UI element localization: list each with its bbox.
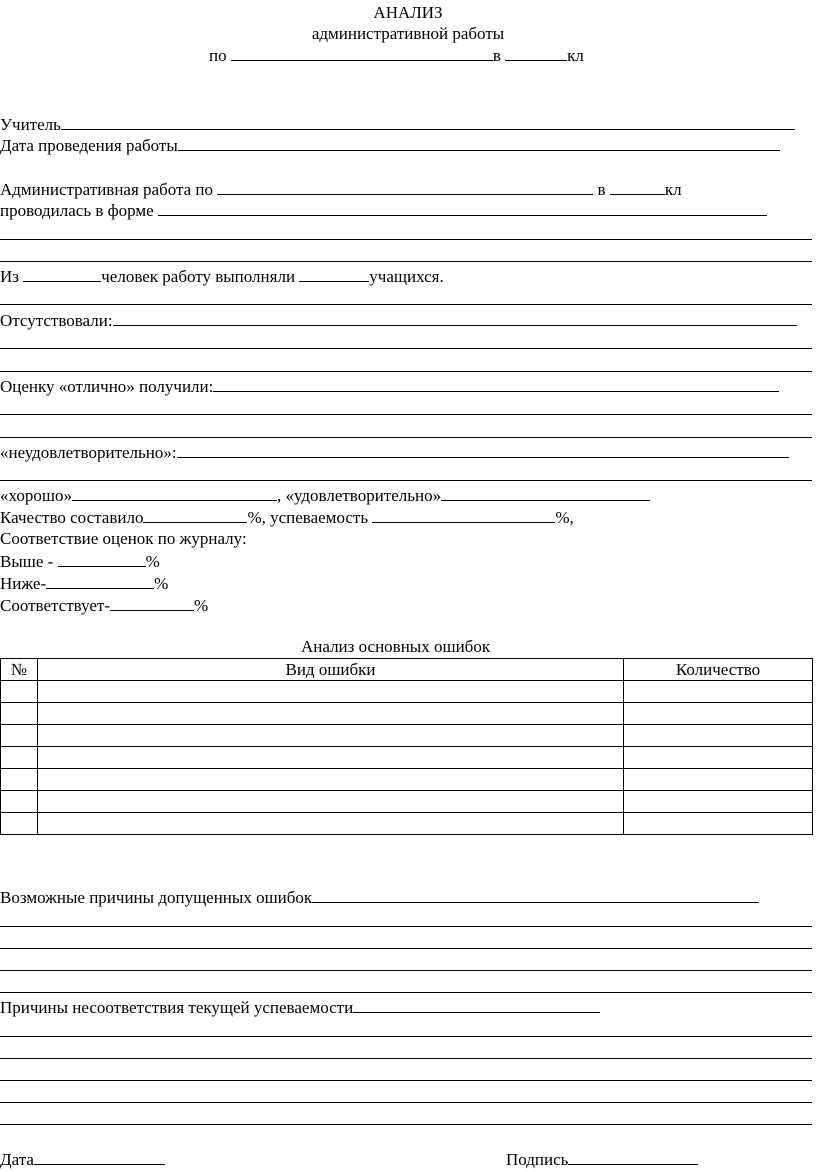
people-label: человек работу выполняли <box>101 267 296 286</box>
blank-line[interactable] <box>0 480 812 481</box>
table-cell[interactable] <box>1 747 38 769</box>
blank-line[interactable] <box>0 1080 812 1081</box>
table-row <box>1 791 813 813</box>
table-row <box>1 681 813 703</box>
blank-line[interactable] <box>0 239 812 240</box>
unsatisfactory-line <box>0 442 789 463</box>
blank-line[interactable] <box>0 926 812 927</box>
teacher-label: Учитель <box>0 115 61 134</box>
possible-causes-line <box>0 887 759 908</box>
header-class-label: кл <box>567 46 584 65</box>
students-label: учащихся. <box>369 267 444 286</box>
quality-label: Качество составило <box>0 508 144 527</box>
performed-count-blank[interactable] <box>299 266 369 282</box>
excellent-label: Оценку «отлично» получили: <box>0 377 214 396</box>
date-blank[interactable] <box>34 1149 165 1165</box>
admin-in-label: в <box>597 180 606 199</box>
matches-line <box>0 595 208 616</box>
mismatch-causes-blank[interactable] <box>353 997 600 1013</box>
unsatisfactory-label: «неудовлетворительно»: <box>0 443 177 462</box>
date-of-work-label: Дата проведения работы <box>0 136 178 155</box>
errors-table-header-number: № <box>1 659 38 681</box>
good-label: «хорошо» <box>0 486 72 505</box>
table-cell[interactable] <box>1 791 38 813</box>
matches-blank[interactable] <box>110 595 194 611</box>
signature-blank[interactable] <box>568 1149 698 1165</box>
blank-line[interactable] <box>0 371 812 372</box>
absent-blank[interactable] <box>113 310 797 326</box>
date-of-work-blank[interactable] <box>178 135 780 151</box>
blank-line[interactable] <box>0 1036 812 1037</box>
table-cell[interactable] <box>1 725 38 747</box>
blank-line[interactable] <box>0 261 812 262</box>
blank-line[interactable] <box>0 437 812 438</box>
absent-line <box>0 310 797 331</box>
header-by-line <box>209 45 584 66</box>
form-blank[interactable] <box>158 200 767 216</box>
page-subtitle: административной работы <box>311 24 505 43</box>
mismatch-causes-line <box>0 997 600 1018</box>
blank-line[interactable] <box>0 1124 812 1125</box>
matches-label: Соответствует- <box>0 596 110 615</box>
errors-table <box>0 658 813 835</box>
admin-work-label: Административная работа по <box>0 180 214 199</box>
possible-causes-label: Возможные причины допущенных ошибок <box>0 888 313 907</box>
table-cell[interactable] <box>38 791 624 813</box>
table-cell[interactable] <box>1 769 38 791</box>
table-cell[interactable] <box>1 681 38 703</box>
from-label: Из <box>0 267 19 286</box>
grades-line <box>0 485 650 506</box>
table-cell[interactable] <box>624 703 813 725</box>
below-line <box>0 573 168 594</box>
below-blank[interactable] <box>46 573 154 589</box>
journal-match-label: Соответствие оценок по журналу: <box>0 529 247 548</box>
quality-line <box>0 507 574 528</box>
table-row <box>1 725 813 747</box>
quality-blank[interactable] <box>143 507 247 523</box>
date-line <box>0 1149 165 1170</box>
table-row <box>1 813 813 835</box>
blank-line[interactable] <box>0 1058 812 1059</box>
below-percent: % <box>154 574 169 593</box>
table-cell[interactable] <box>624 791 813 813</box>
header-in-label: в <box>492 46 501 65</box>
good-blank[interactable] <box>72 485 277 501</box>
blank-line[interactable] <box>0 948 812 949</box>
date-label: Дата <box>0 1150 34 1169</box>
form-line <box>0 200 767 221</box>
progress-percent-label: %, <box>555 508 574 527</box>
blank-line[interactable] <box>0 992 812 993</box>
table-cell[interactable] <box>624 747 813 769</box>
subject-blank[interactable] <box>231 45 493 61</box>
table-cell[interactable] <box>624 813 813 835</box>
satisfactory-label: , «удовлетворительно» <box>276 486 442 505</box>
errors-table-title: Анализ основных ошибок <box>301 637 491 656</box>
errors-table-header-type: Вид ошибки <box>38 659 624 681</box>
teacher-blank[interactable] <box>61 114 795 130</box>
table-cell[interactable] <box>38 725 624 747</box>
table-row <box>1 747 813 769</box>
table-cell[interactable] <box>624 769 813 791</box>
table-cell[interactable] <box>1 813 38 835</box>
table-cell[interactable] <box>1 703 38 725</box>
errors-table-header-row <box>1 659 813 681</box>
blank-line[interactable] <box>0 970 812 971</box>
errors-table-header-count: Количество <box>624 659 813 681</box>
above-label: Выше - <box>0 552 54 571</box>
satisfactory-blank[interactable] <box>441 485 650 501</box>
unsatisfactory-blank[interactable] <box>177 442 789 458</box>
table-cell[interactable] <box>38 747 624 769</box>
below-label: Ниже- <box>0 574 47 593</box>
progress-label: %, успеваемость <box>247 508 369 527</box>
signature-line <box>506 1149 698 1170</box>
excellent-blank[interactable] <box>213 376 779 392</box>
blank-line[interactable] <box>0 1102 812 1103</box>
date-of-work-line <box>0 135 780 156</box>
admin-subject-blank[interactable] <box>217 179 593 195</box>
header-by-label: по <box>209 46 227 65</box>
table-cell[interactable] <box>38 813 624 835</box>
blank-line[interactable] <box>0 414 812 415</box>
table-cell[interactable] <box>38 769 624 791</box>
admin-class-blank[interactable] <box>610 179 665 195</box>
class-blank[interactable] <box>505 45 567 61</box>
above-line <box>0 551 160 572</box>
total-count-blank[interactable] <box>23 266 101 282</box>
table-cell[interactable] <box>38 703 624 725</box>
blank-line[interactable] <box>0 304 812 305</box>
blank-line[interactable] <box>0 348 812 349</box>
table-cell[interactable] <box>38 681 624 703</box>
above-blank[interactable] <box>58 551 146 567</box>
count-line <box>0 266 444 287</box>
table-row <box>1 703 813 725</box>
page-title: АНАЛИЗ <box>373 3 443 22</box>
possible-causes-blank[interactable] <box>312 887 759 903</box>
table-cell[interactable] <box>624 681 813 703</box>
absent-label: Отсутствовали: <box>0 311 113 330</box>
above-percent: % <box>145 552 160 571</box>
admin-class-label: кл <box>664 180 682 199</box>
admin-work-line <box>0 179 682 200</box>
form-label: проводилась в форме <box>0 201 154 220</box>
mismatch-causes-label: Причины несоответствия текущей успеваемости <box>0 998 354 1017</box>
progress-blank[interactable] <box>372 507 555 523</box>
table-row <box>1 769 813 791</box>
excellent-line <box>0 376 779 397</box>
table-cell[interactable] <box>624 725 813 747</box>
matches-percent: % <box>194 596 209 615</box>
teacher-line <box>0 114 795 135</box>
signature-label: Подпись <box>506 1150 569 1169</box>
